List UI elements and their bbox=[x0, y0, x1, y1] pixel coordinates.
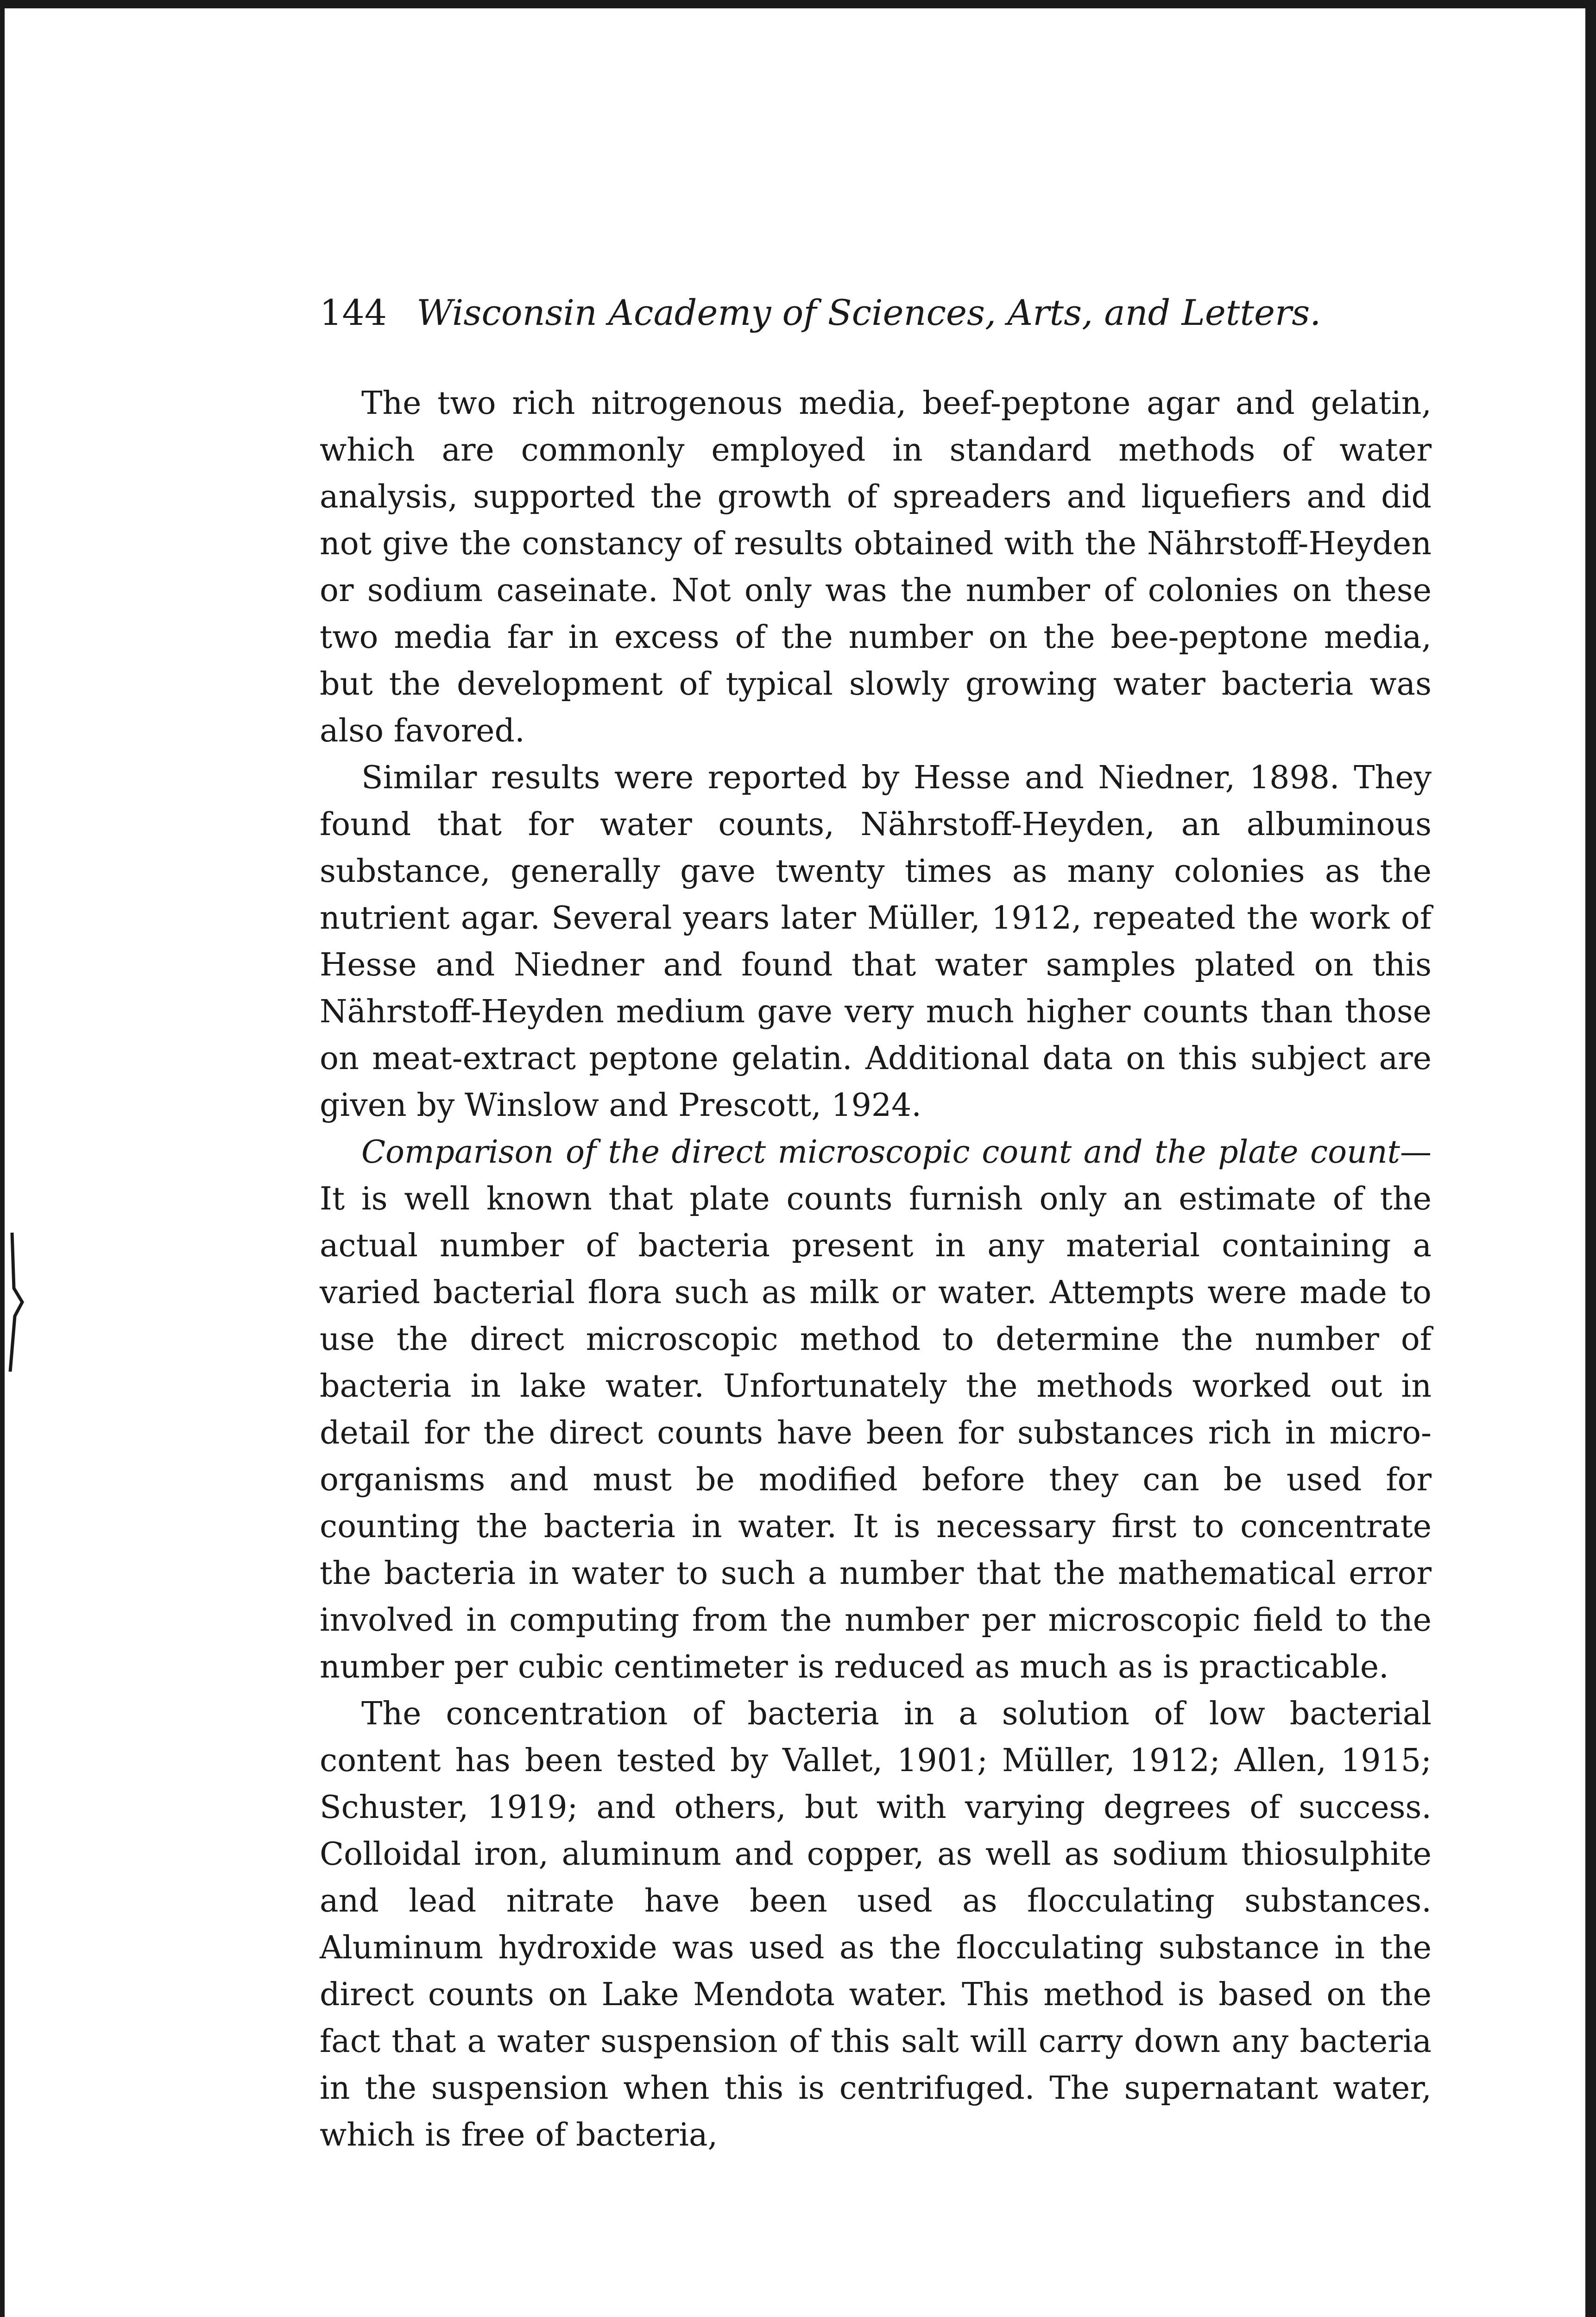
body-text bbox=[320, 380, 1432, 2159]
paragraph-4 bbox=[320, 1690, 1432, 2159]
section-heading: Comparison of the direct microscopic count and the plate count bbox=[361, 1134, 1400, 1171]
paragraph-3 bbox=[320, 1129, 1432, 1690]
margin-pen-mark bbox=[8, 1233, 27, 1372]
scan-border-left bbox=[0, 0, 5, 2317]
page-number: 144 bbox=[320, 292, 387, 333]
paragraph-2 bbox=[320, 754, 1432, 1129]
running-title: Wisconsin Academy of Sciences, Arts, and Letters. bbox=[416, 292, 1321, 333]
paragraph-1 bbox=[320, 380, 1432, 754]
paragraph-2-text: Similar results were reported by Hesse and Niedner, 1898. They found that for water counts, Nährstoff-Heyden, an albuminous substance, generally gave twenty times as many colonies as the nutrient agar. Several years later Müller, 1912, repeated the work of Hesse and Niedner and found that water samples plated on this Nährstoff-Heyden medium gave very much higher counts than those on meat-extract peptone gelatin. Additional data on this subject are given by Winslow and Prescott, 1924. bbox=[320, 760, 1432, 1124]
paragraph-3-text: —It is well known that plate counts furnish only an estimate of the actual number of bacteria present in any material containing a varied bacterial flora such as milk or water. Attempts were made to use the direct microscopic method to determine the number of bacteria in lake water. Unfortunately the methods worked out in detail for the direct counts have been for substances rich in micro-organisms and must be modified before they can be used for counting the bacteria in water. It is necessary first to concentrate the bacteria in water to such a number that the mathematical error involved in computing from the number per microscopic field to the number per cubic centimeter is reduced as much as is practicable. bbox=[320, 1134, 1432, 1685]
scan-border-top bbox=[0, 0, 1596, 8]
paragraph-4-text: The concentration of bacteria in a solution of low bacterial content has been tested by Vallet, 1901; Müller, 1912; Allen, 1915; Schuster, 1919; and others, but with varying degrees of success. Colloidal iron, aluminum and copper, as well as sodium thiosulphite and lead nitrate have been used as flocculating substances. Aluminum hydroxide was used as the flocculating substance in the direct counts on Lake Mendota water. This method is based on the fact that a water suspension of this salt will carry down any bacteria in the suspension when this is centrifuged. The supernatant water, which is free of bacteria, bbox=[320, 1696, 1432, 2153]
paragraph-1-text: The two rich nitrogenous media, beef-peptone agar and gelatin, which are commonly employed in standard methods of water analysis, supported the growth of spreaders and liquefiers and did not give the constancy of results obtained with the Nährstoff-Heyden or sodium caseinate. Not only was the number of colonies on these two media far in excess of the number on the bee-peptone media, but the development of typical slowly growing water bacteria was also favored. bbox=[320, 385, 1432, 749]
scan-border-right bbox=[1585, 0, 1596, 2317]
running-header bbox=[320, 292, 1357, 348]
